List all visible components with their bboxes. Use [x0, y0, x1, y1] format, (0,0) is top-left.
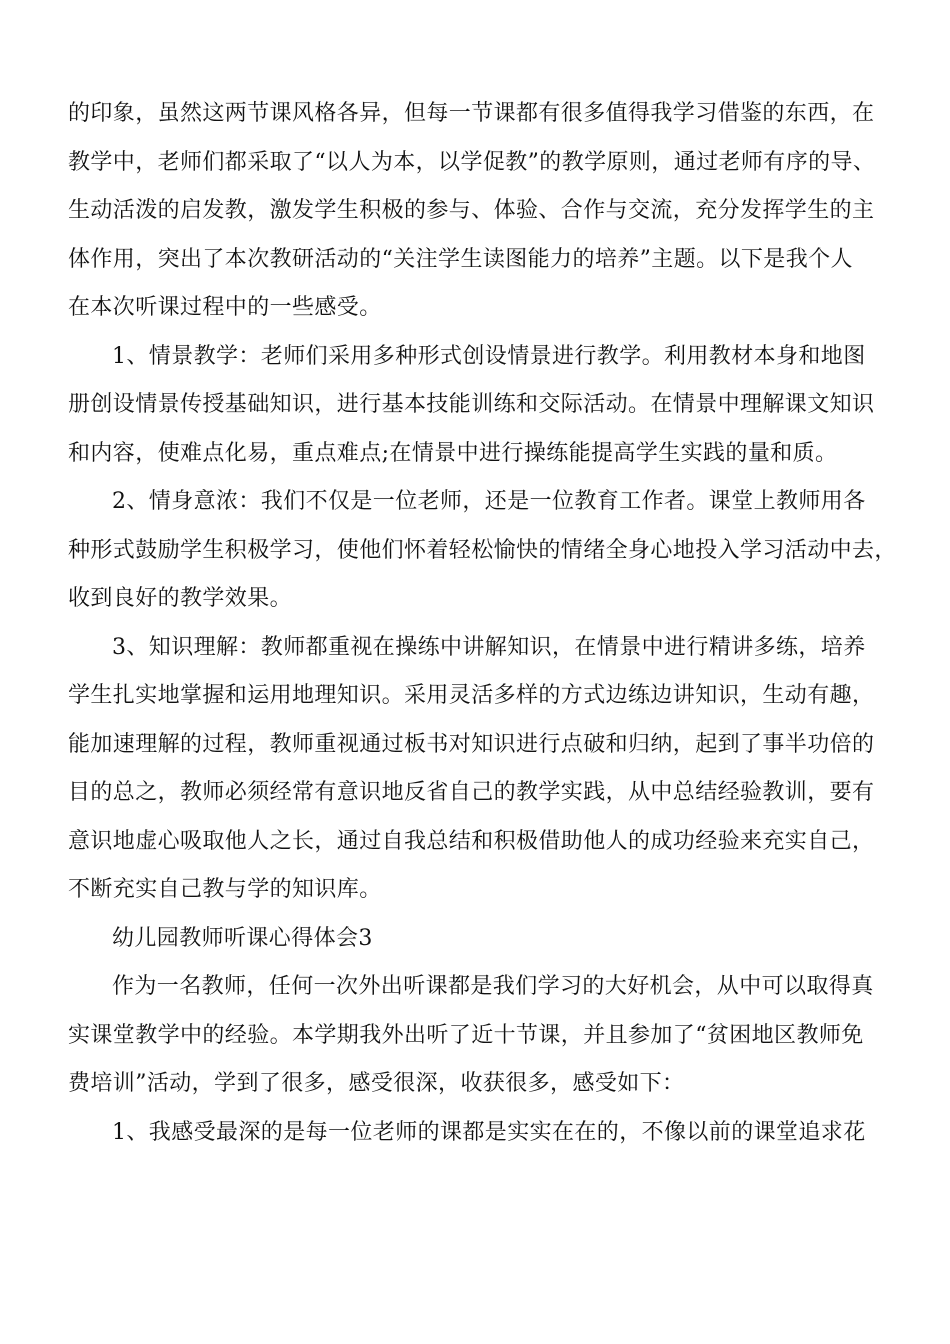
text-line: 册创设情景传授基础知识，进行基本技能训练和交际活动。在情景中理解课文知识	[68, 392, 875, 417]
text-line: 体作用，突出了本次教研活动的“关注学生读图能力的培养”主题。以下是我个人	[68, 246, 853, 272]
text-line: 教学中，老师们都采取了“以人为本，以学促教”的教学原则，通过老师有序的导、	[68, 149, 876, 175]
text-line: 能加速理解的过程，教师重视通过板书对知识进行点破和归纳，起到了事半功倍的	[68, 731, 875, 757]
section-heading: 幼儿园教师听课心得体会3	[112, 925, 373, 951]
text-line: 1、情景教学：老师们采用多种形式创设情景进行教学。利用教材本身和地图	[112, 343, 866, 369]
text-line: 作为一名教师，任何一次外出听课都是我们学习的大好机会，从中可以取得真	[112, 974, 874, 999]
text-line: 在本次听课过程中的一些感受。	[68, 295, 382, 320]
text-line: 的印象，虽然这两节课风格各异，但每一节课都有很多值得我学习借鉴的东西，在	[68, 101, 875, 126]
text-line: 和内容，使难点化易，重点难点;在情景中进行操练能提高学生实践的量和质。	[68, 440, 838, 466]
text-line: 1、我感受最深的是每一位老师的课都是实实在在的，不像以前的课堂追求花	[112, 1119, 866, 1145]
text-line: 费培训”活动，学到了很多，感受很深，收获很多，感受如下：	[68, 1071, 685, 1096]
text-line: 学生扎实地掌握和运用地理知识。采用灵活多样的方式边练边讲知识，生动有趣，	[68, 683, 875, 708]
text-line: 生动活泼的启发教，激发学生积极的参与、体验、合作与交流，充分发挥学生的主	[68, 198, 875, 223]
text-line: 2、情身意浓：我们不仅是一位老师，还是一位教育工作者。课堂上教师用各	[112, 489, 866, 514]
text-line: 意识地虚心吸取他人之长，通过自我总结和积极借助他人的成功经验来充实自己，	[68, 828, 875, 854]
text-line: 不断充实自己教与学的知识库。	[68, 877, 382, 902]
text-line: 实课堂教学中的经验。本学期我外出听了近十节课，并且参加了“贫困地区教师免	[68, 1022, 864, 1048]
text-line: 目的总之，教师必须经常有意识地反省自己的教学实践，从中总结经验教训，要有	[68, 780, 875, 805]
text-line: 3、知识理解：教师都重视在操练中讲解知识，在情景中进行精讲多练，培养	[112, 634, 866, 660]
text-line: 收到良好的教学效果。	[68, 586, 293, 611]
text-line: 种形式鼓励学生积极学习，使他们怀着轻松愉快的情绪全身心地投入学习活动中去，	[68, 537, 897, 563]
document-body	[68, 90, 897, 1157]
